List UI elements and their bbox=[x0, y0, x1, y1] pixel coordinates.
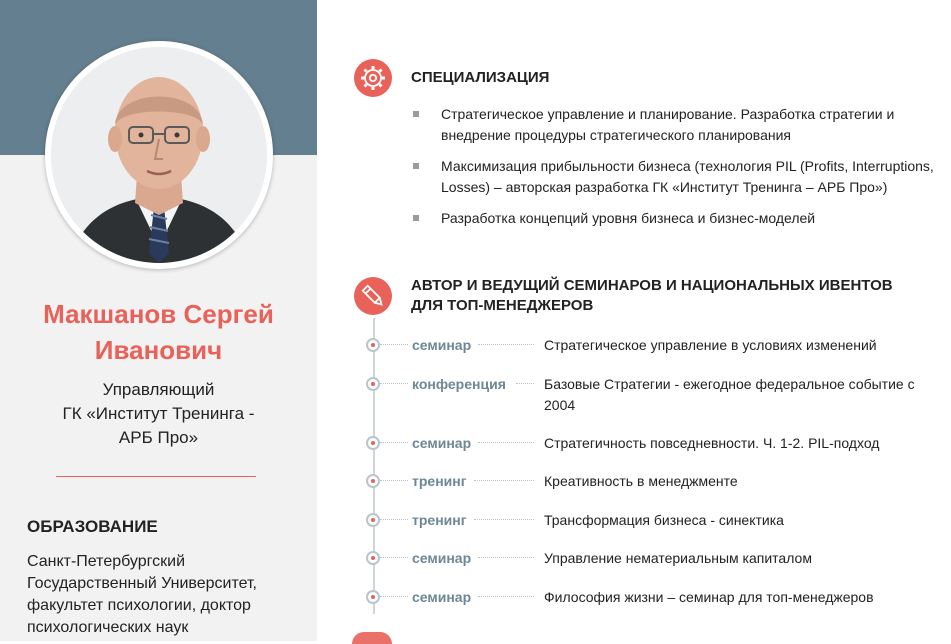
list-item bbox=[412, 104, 937, 146]
education-line: психологических наук bbox=[27, 619, 189, 636]
education-heading: ОБРАЗОВАНИЕ bbox=[27, 517, 158, 536]
profile-sidebar bbox=[0, 0, 317, 641]
leader-line bbox=[474, 519, 534, 520]
leader-line bbox=[478, 596, 534, 597]
role-line2: ГК «Институт Тренинга - bbox=[62, 404, 255, 423]
events-pencil-icon bbox=[354, 277, 392, 315]
person-name-line2: Иванович bbox=[94, 335, 223, 365]
education-line: факультет психологии, доктор bbox=[27, 597, 251, 614]
event-title: Философия жизни – семинар для топ-менеджеров bbox=[544, 589, 874, 605]
profile-photo bbox=[45, 41, 273, 269]
bullet-square-icon bbox=[413, 111, 419, 117]
leader-line bbox=[380, 480, 408, 481]
timeline-dot-icon bbox=[366, 436, 380, 450]
education-line: Государственный Университет, bbox=[27, 575, 257, 592]
list-item-text: Стратегическое управление и планирование. Разработка стратегии и внедрение процедуры стратегического планирования bbox=[441, 106, 895, 143]
event-title: Стратегическое управление в условиях изменений bbox=[544, 337, 877, 353]
leader-line bbox=[380, 596, 408, 597]
bullet-square-icon bbox=[413, 215, 419, 221]
timeline-row bbox=[360, 510, 940, 532]
event-type: семинар bbox=[412, 435, 472, 451]
event-type: семинар bbox=[412, 589, 472, 605]
timeline-dot-icon bbox=[366, 474, 380, 488]
education-text bbox=[27, 551, 307, 639]
list-item bbox=[412, 208, 937, 229]
leader-line bbox=[380, 519, 408, 520]
leader-line bbox=[380, 557, 408, 558]
role-line1: Управляющий bbox=[102, 380, 215, 399]
list-item-text: Максимизация прибыльности бизнеса (технология PIL (Profits, Interruptions, Losses) – авторская разработка ГК «Институт Тренинга – АРБ Про») bbox=[441, 158, 934, 195]
timeline-row bbox=[360, 471, 940, 493]
portrait-image bbox=[51, 47, 267, 263]
leader-line bbox=[380, 344, 408, 345]
event-title: Базовые Стратегии - ежегодное федеральное событие с 2004 bbox=[544, 376, 915, 413]
timeline-row bbox=[360, 548, 940, 570]
leader-line bbox=[478, 344, 534, 345]
role-line3: АРБ Про» bbox=[118, 428, 199, 447]
timeline-row bbox=[360, 587, 940, 609]
specialization-gear-icon bbox=[354, 59, 392, 97]
timeline-dot-icon bbox=[366, 338, 380, 352]
person-role bbox=[0, 378, 317, 450]
events-title bbox=[411, 276, 893, 316]
person-name-line1: Макшанов Сергей bbox=[43, 299, 274, 329]
bullet-square-icon bbox=[413, 163, 419, 169]
timeline-dot-icon bbox=[366, 551, 380, 565]
event-type: тренинг bbox=[412, 512, 467, 528]
specialization-title: СПЕЦИАЛИЗАЦИЯ bbox=[411, 69, 550, 86]
education-line: Санкт-Петербургский bbox=[27, 553, 186, 570]
event-title: Управление нематериальным капиталом bbox=[544, 550, 812, 566]
timeline-dot-icon bbox=[366, 513, 380, 527]
leader-line bbox=[478, 442, 534, 443]
list-item-text: Разработка концепций уровня бизнеса и бизнес-моделей bbox=[441, 210, 816, 226]
event-title: Трансформация бизнеса - синектика bbox=[544, 512, 784, 528]
leader-line bbox=[380, 442, 408, 443]
timeline-dot-icon bbox=[366, 590, 380, 604]
specialization-list bbox=[412, 104, 937, 239]
event-type: семинар bbox=[412, 337, 472, 353]
person-name bbox=[0, 296, 317, 368]
timeline-dot-icon bbox=[366, 377, 380, 391]
timeline-row bbox=[360, 335, 940, 357]
leader-line bbox=[380, 383, 408, 384]
divider bbox=[56, 476, 256, 477]
timeline-row bbox=[360, 433, 940, 455]
events-title-line2: ДЛЯ ТОП-МЕНЕДЖЕРОВ bbox=[411, 297, 594, 314]
leader-line bbox=[474, 480, 534, 481]
timeline-row bbox=[360, 374, 940, 413]
event-type: семинар bbox=[412, 550, 472, 566]
leader-line bbox=[516, 383, 534, 384]
leader-line bbox=[478, 557, 534, 558]
event-title: Стратегичность повседневности. Ч. 1-2. PIL-подход bbox=[544, 435, 880, 451]
event-title: Креативность в менеджменте bbox=[544, 473, 738, 489]
event-type: конференция bbox=[412, 376, 506, 392]
next-section-icon bbox=[352, 632, 392, 644]
list-item bbox=[412, 156, 937, 198]
event-type: тренинг bbox=[412, 473, 467, 489]
events-title-line1: АВТОР И ВЕДУЩИЙ СЕМИНАРОВ И НАЦИОНАЛЬНЫХ ИВЕНТОВ bbox=[411, 277, 893, 294]
